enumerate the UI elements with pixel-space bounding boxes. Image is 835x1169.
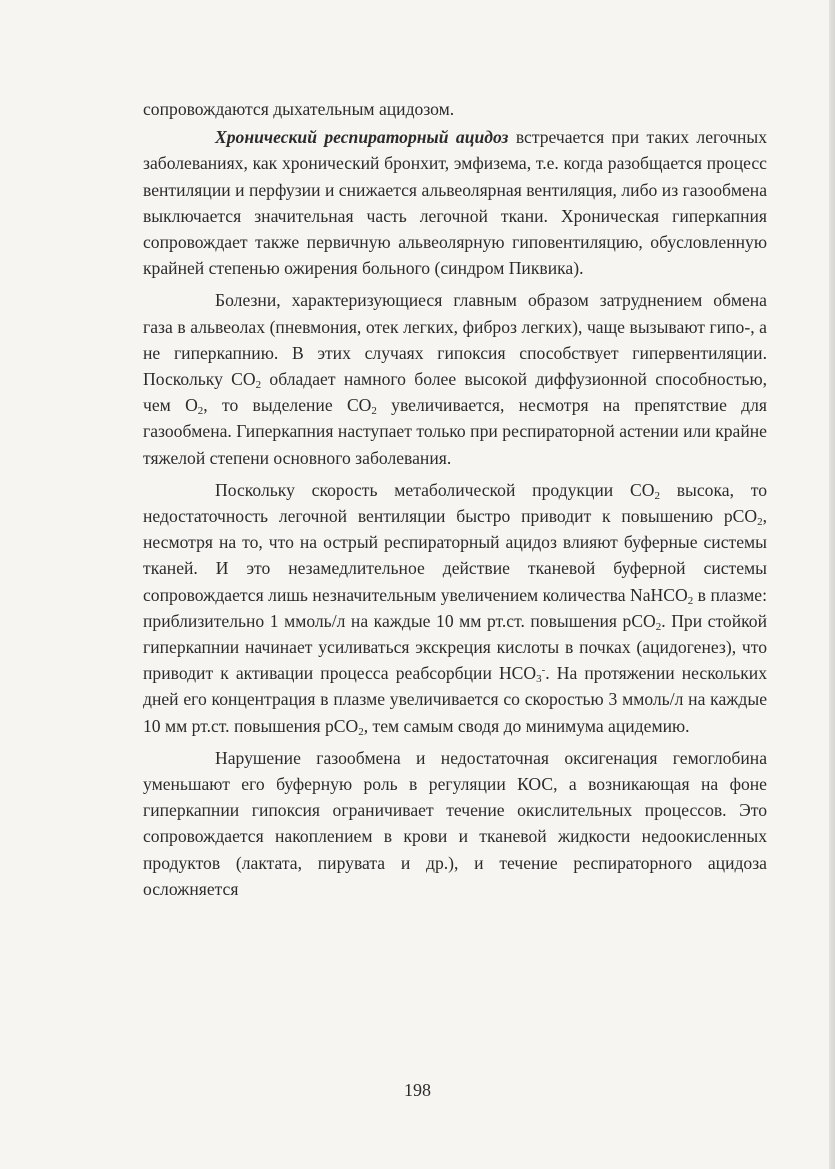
paragraph-5: Нарушение газообмена и недостаточная оксигенация гемоглобина уменьшают его буферную роль в регуляции КОС, а возникающая на фоне гиперкапнии гипоксия ограничивает течение окислительных процессов. Это сопровождается накоплением в крови и тканевой жидкости недоокисленных продуктов (лактата, пирувата и др.), и течение респираторного ацидоза осложняется: [143, 747, 767, 899]
paragraph-2: Хронический респираторный ацидоз встречается при таких легочных заболеваниях, как хронический бронхит, эмфизема, т.е. когда разобщается процесс вентиляции и перфузии и снижается альвеолярная вентиляция, либо из газообмена выключается значительная часть легочной ткани. Хроническая гиперкапния сопровождает также первичную альвеолярную гиповентиляцию, обусловленную крайней степенью ожирения больного (синдром Пиквика).: [143, 127, 768, 279]
paragraph-3: Болезни, характеризующиеся главным образом затруднением обмена газа в альвеолах (пневмония, отек легких, фиброз легких), чаще вызывают гипо-, а не гиперкапнию. В этих случаях гипоксия способствует гипервентиляции. Поскольку $CO_2$ обладает намного более высокой диффузионной способностью, чем $O_2$, то выделение $CO_2$ увеличивается, несмотря на препятствие для газообмена. Гиперкапния наступает только при респираторной астении или крайне тяжелой степени основного заболевания.: [143, 290, 767, 468]
body-text: [143, 96, 767, 902]
page-number: 198: [404, 1080, 431, 1100]
term-chronic-respiratory-acidosis: Хронический респираторный ацидоз: [215, 127, 509, 148]
scan-edge: [829, 0, 835, 1169]
paragraph-1: сопровождаются дыхательным ацидозом.: [143, 99, 455, 119]
paragraph-4: Поскольку скорость метаболической продукции $CO_2$ высока, то недостаточность легочной вентиляции быстро приводит к повышению pCO$_2$, несмотря на то, что на острый респираторный ацидоз влияют буферные системы тканей. И это незамедлительное действие тканевой буферной системы сопровождается лишь незначительным увеличением количества NaHCO$_2$ в плазме: приблизительно 1 ммоль/л на каждые 10 мм рт.ст. повышения pCO$_2$. При стойкой гиперкапнии начинает усиливаться экскреция кислоты в почках (ацидогенез), что приводит к активации процесса реабсорбции $HCO_3^-$. На протяжении нескольких дней его концентрация в плазме увеличивается со скоростью 3 ммоль/л на каждые 10 мм рт.ст. повышения pCO$_2$, тем самым сводя до минимума ацидемию.: [143, 479, 768, 738]
